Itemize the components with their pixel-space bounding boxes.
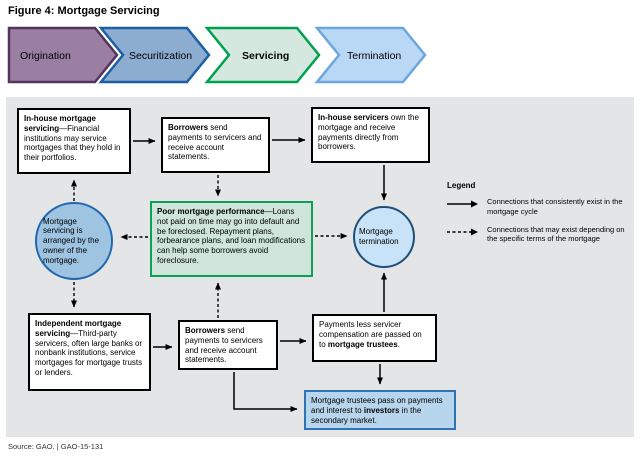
node-borrowers-bottom: Borrowers send payments to servicers and receive account statements. [178, 320, 278, 370]
node-poor-performance: Poor mortgage performance—Loans not paid on time may go into default and be foreclosed. Repayment plans, forbearance plans, and loan modifications can help some borrowers avoid foreclosure. [150, 201, 313, 277]
legend [447, 181, 633, 252]
node-inhouse-servicing: In-house mortgage servicing—Financial institutions may service mortgages that they hold in their portfolios. [17, 108, 131, 174]
legend-item-label: Connections that consistently exist in the mortgage cycle [487, 197, 623, 216]
circle-text: Mortgage servicing is arranged by the owner of the mortgage. [43, 216, 100, 265]
legend-title: Legend [447, 181, 476, 190]
legend-item-label: Connections that may exist depending on the specific terms of the mortgage [487, 224, 625, 244]
node-trustees-investors: Mortgage trustees pass on payments and interest to investors in the secondary market. [304, 390, 456, 430]
node-inhouse-servicers: In-house servicers own the mortgage and receive payments directly from borrowers. [311, 107, 430, 163]
node-mortgage-termination-circle [353, 206, 415, 268]
chevron-label-servicing: Servicing [242, 50, 290, 62]
solid-arrow-icon [447, 200, 479, 208]
legend-item-solid [447, 197, 633, 217]
phase-chevron-band [6, 26, 438, 84]
circle-text: Mortgage termination [359, 227, 399, 246]
node-payments-trustees: Payments less servicer compensation are passed on to mortgage trustees. [312, 314, 437, 362]
figure-title: Figure 4: Mortgage Servicing [8, 5, 160, 17]
source-note: Source: GAO. | GAO-15-131 [8, 442, 104, 451]
legend-item-dashed [447, 225, 633, 245]
chevron-label-origination: Origination [20, 50, 71, 62]
node-independent-servicing: Independent mortgage servicing—Third-party servicers, often large banks or nonbank institutions, service mortgages for mortgage trusts or lenders. [28, 313, 151, 391]
chevron-label-termination: Termination [347, 50, 402, 62]
dashed-arrow-icon [447, 228, 479, 236]
node-servicing-arranged-circle [35, 202, 113, 280]
chevron-label-securitization: Securitization [129, 50, 193, 62]
node-borrowers-top: Borrowers send payments to servicers and receive account statements. [161, 117, 270, 173]
